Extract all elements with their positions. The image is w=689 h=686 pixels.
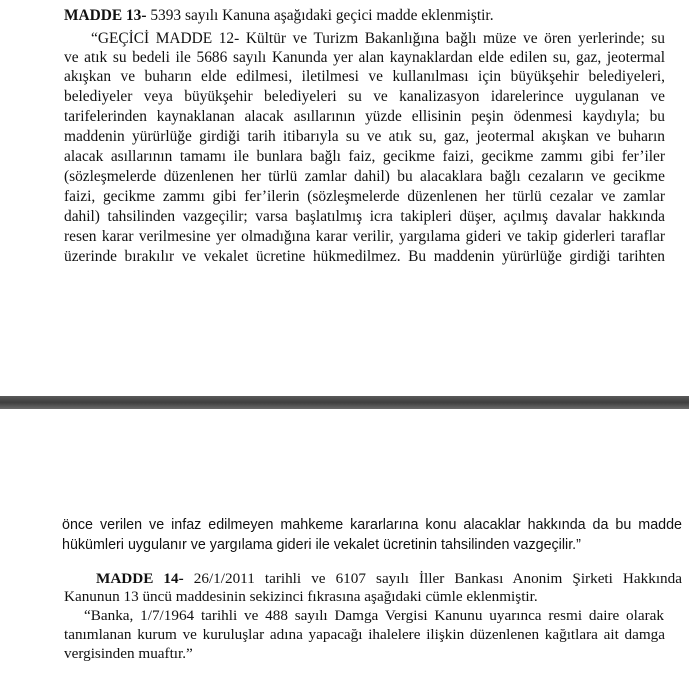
paragraph-line: alacak asıllarının tamamı ile bunlara bağlı faiz, gecikme faizi, gecikme zammı gibi fer’iler xyxy=(64,148,665,165)
page-separator xyxy=(0,396,689,409)
paragraph-line: ve atık su bedeli ile 5686 sayılı Kanunda yer alan kaynaklardan elde edilen su, gaz, jeotermal xyxy=(64,49,665,66)
paragraph-line: dahil) tahsilinden vazgeçilir; varsa başlatılmış icra takipleri düşer, açılmış davalar hakkında xyxy=(64,208,665,225)
paragraph-line: üzerinde bırakılır ve vekalet ücretine hükmedilmez. Bu maddenin yürürlüğe girdiği tarihten xyxy=(64,248,665,265)
paragraph-line: akışkan ve buharın elde edilmesi, iletilmesi ve kullanılması için büyükşehir belediyeleri, xyxy=(64,68,665,85)
continuation-line: hükümleri uygulanır ve yargılama gideri ile vekalet ücretinin tahsilinden vazgeçilir.” xyxy=(62,537,581,553)
paragraph-line: maddenin yürürlüğe girdiği tarih itibarıyla su ve atık su, gaz, jeotermal akışkan ve buharın xyxy=(64,128,665,145)
paragraph-line: resen karar verilmesine yer olmadığına karar verilir, yargılama gideri ve takip giderleri taraflar xyxy=(64,228,665,245)
article-14-intro-continued: Kanunun 13 üncü maddesinin sekizinci fıkrasına aşağıdaki cümle eklenmiştir. xyxy=(64,588,538,605)
paragraph-line: belediyeler veya büyükşehir belediyeleri su ve kanalizasyon idarelerince uygulanan ve xyxy=(64,88,665,105)
article-14-intro: 26/1/2011 tarihli ve 6107 sayılı İller Bankası Anonim Şirketi Hakkında xyxy=(183,570,682,587)
paragraph-line: (sözleşmelerde düzenlenen her türlü zamlar dahil) bu alacaklara bağlı cezaların ve gecikme xyxy=(64,168,665,185)
article-13-intro: 5393 sayılı Kanuna aşağıdaki geçici madde eklenmiştir. xyxy=(146,7,494,24)
paragraph-line: tarifelerinden kaynaklanan alacak asıllarının yüzde ellisinin peşin ödenmesi kaydıyla; bu xyxy=(64,108,665,125)
article-14-label: MADDE 14- xyxy=(96,570,184,587)
article-13-heading xyxy=(64,7,494,25)
quote-line: vergisinden muaftır.” xyxy=(64,645,193,662)
article-13-label: MADDE 13- xyxy=(64,7,147,24)
continuation-line: önce verilen ve infaz edilmeyen mahkeme kararlarına konu alacaklar hakkında da bu madde xyxy=(62,517,682,533)
paragraph-line: “GEÇİCİ MADDE 12- Kültür ve Turizm Bakanlığına bağlı müze ve ören yerlerinde; su xyxy=(91,30,665,47)
article-14-heading xyxy=(96,570,682,588)
paragraph-line: faizi, gecikme zammı gibi fer’ilerin (sözleşmelerde düzenlenen her türlü cezalar ve zamlar xyxy=(64,188,665,205)
quote-line: tanımlanan kurum ve kuruluşlar adına yapacağı ihalelere ilişkin düzenlenen kağıtlara ait damga xyxy=(64,626,665,643)
quote-line: “Banka, 1/7/1964 tarihli ve 488 sayılı Damga Vergisi Kanunu uyarınca resmi daire olarak xyxy=(84,607,664,624)
